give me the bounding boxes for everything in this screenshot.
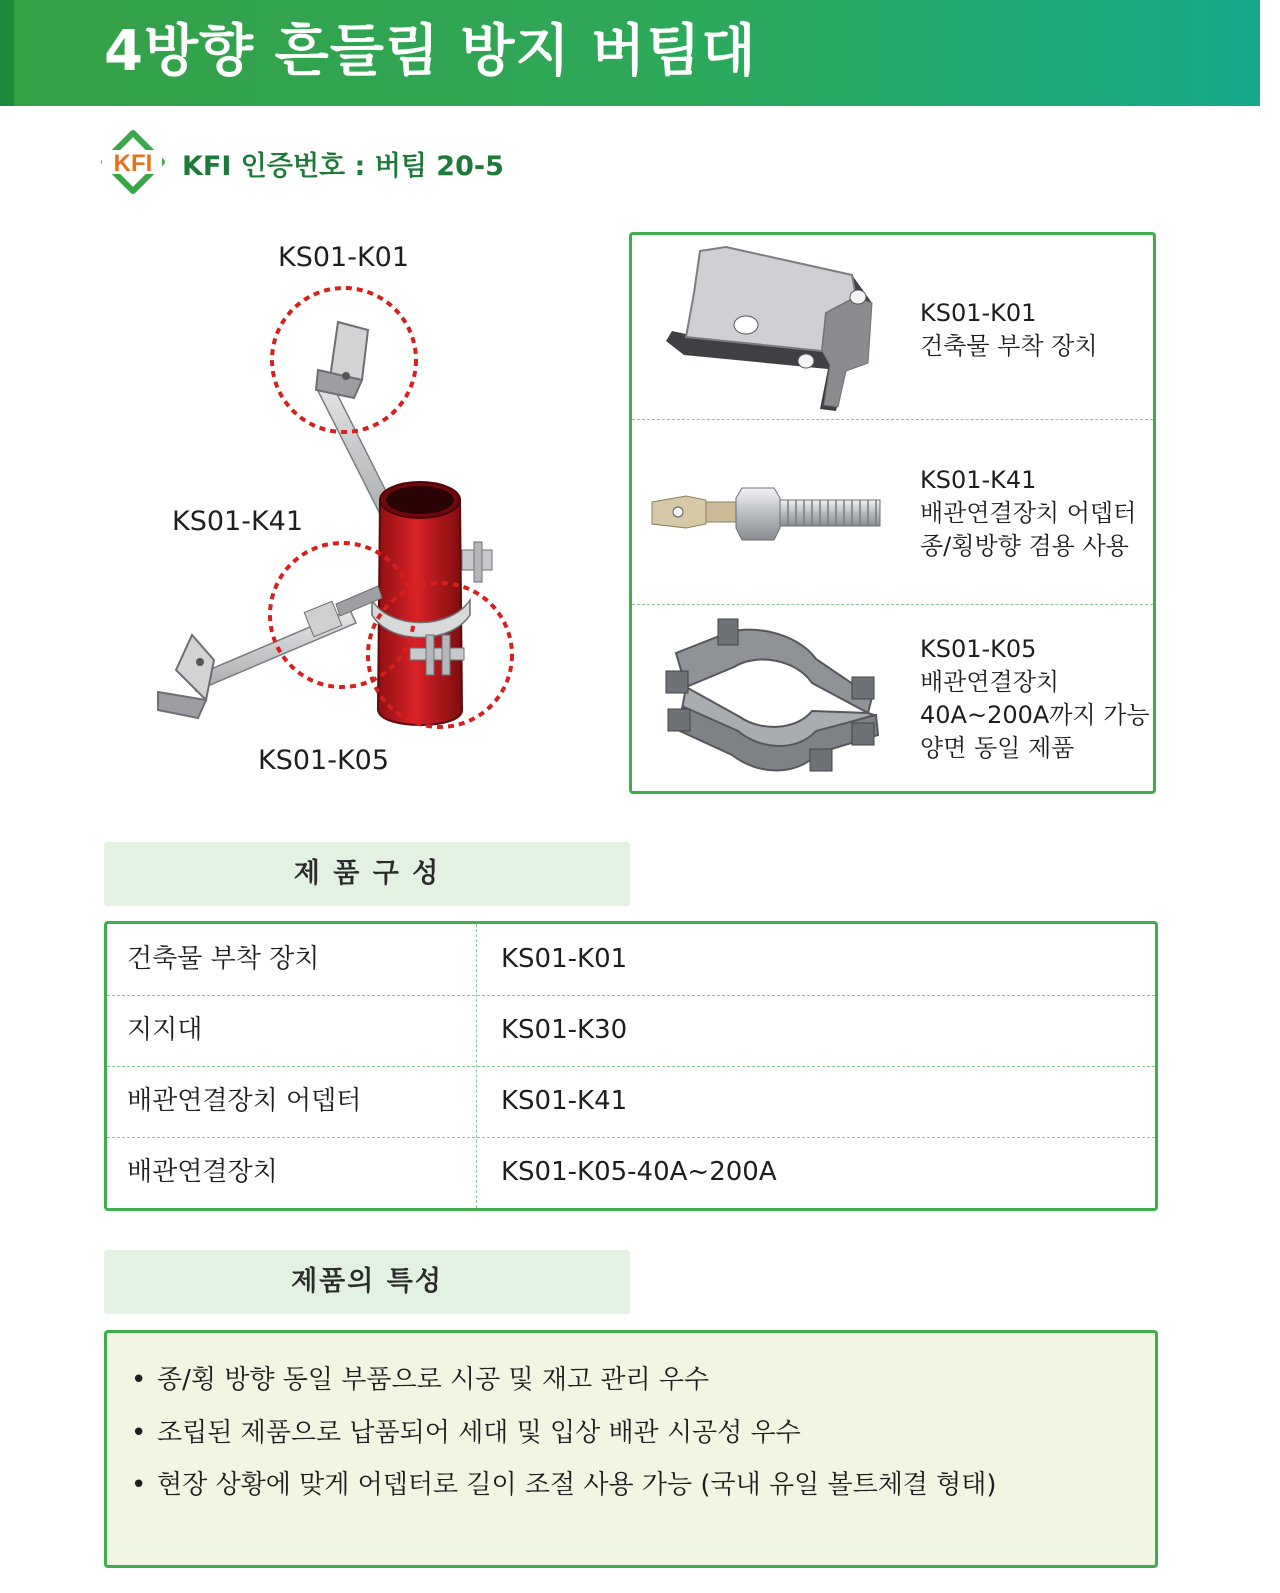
pipe-clamp-image [646,613,896,785]
page-header [0,0,1260,106]
part-code: KS01-K01 [920,299,1037,327]
component-code: KS01-K05-40A~200A [501,1157,777,1187]
parts-panel [629,232,1156,794]
part-code: KS01-K41 [920,466,1037,494]
list-item [131,1464,997,1501]
composition-table [104,921,1158,1211]
part-description: 배관연결장치 어뎁터 [920,499,1137,527]
part-row-k41 [632,420,1153,605]
right-margin [1260,0,1280,1593]
table-row [107,924,1155,996]
part-description: 양면 동일 제품 [920,734,1075,762]
kfi-logo-text: KFI [113,150,153,177]
certification-number: KFI 인증번호 : 버팀 20-5 [182,151,504,182]
page-title: 4방향 흔들림 방지 버팀대 [104,19,757,84]
diagram-label-top: KS01-K01 [278,242,410,273]
part-description: 40A~200A까지 가능 [920,701,1150,729]
bolt-adapter-image [646,468,896,568]
bullet: • [131,1418,147,1448]
bracket-image [646,241,896,411]
component-name: 배관연결장치 어뎁터 [127,1086,362,1116]
bullet: • [131,1365,147,1395]
assembly-diagram [140,230,580,790]
bullet: • [131,1470,147,1500]
part-row-k01 [632,235,1153,420]
part-description: 건축물 부착 장치 [920,332,1098,360]
list-item [131,1359,709,1396]
part-code: KS01-K05 [920,635,1037,663]
part-row-k05 [632,605,1153,791]
table-row [107,1066,1155,1138]
part-text-k41 [920,464,1136,563]
list-item [131,1412,801,1449]
diagram-label-bottom: KS01-K05 [258,745,390,776]
component-code: KS01-K01 [501,944,628,974]
feature-text: 현장 상황에 맞게 어뎁터로 길이 조절 사용 가능 (국내 유일 볼트체결 형태) [157,1470,997,1500]
features-panel [104,1330,1158,1568]
component-code: KS01-K41 [501,1086,628,1116]
table-row [107,995,1155,1067]
part-text-k01 [920,297,1098,363]
feature-text: 조립된 제품으로 납품되어 세대 및 입상 배관 시공성 우수 [157,1418,801,1448]
component-name: 건축물 부착 장치 [127,944,320,974]
header-accent-bar [0,0,14,106]
part-description: 배관연결장치 [920,668,1060,696]
table-row [107,1137,1155,1208]
composition-heading: 제 품 구 성 [104,842,630,906]
feature-text: 종/횡 방향 동일 부품으로 시공 및 재고 관리 우수 [157,1365,710,1395]
component-name: 지지대 [127,1015,203,1045]
diagram-label-middle: KS01-K41 [172,506,304,537]
component-code: KS01-K30 [501,1015,628,1045]
part-text-k05 [920,633,1150,765]
part-description: 종/횡방향 겸용 사용 [920,532,1129,560]
features-heading: 제품의 특성 [104,1250,630,1314]
kfi-logo-icon [100,130,166,194]
component-name: 배관연결장치 [127,1157,278,1187]
